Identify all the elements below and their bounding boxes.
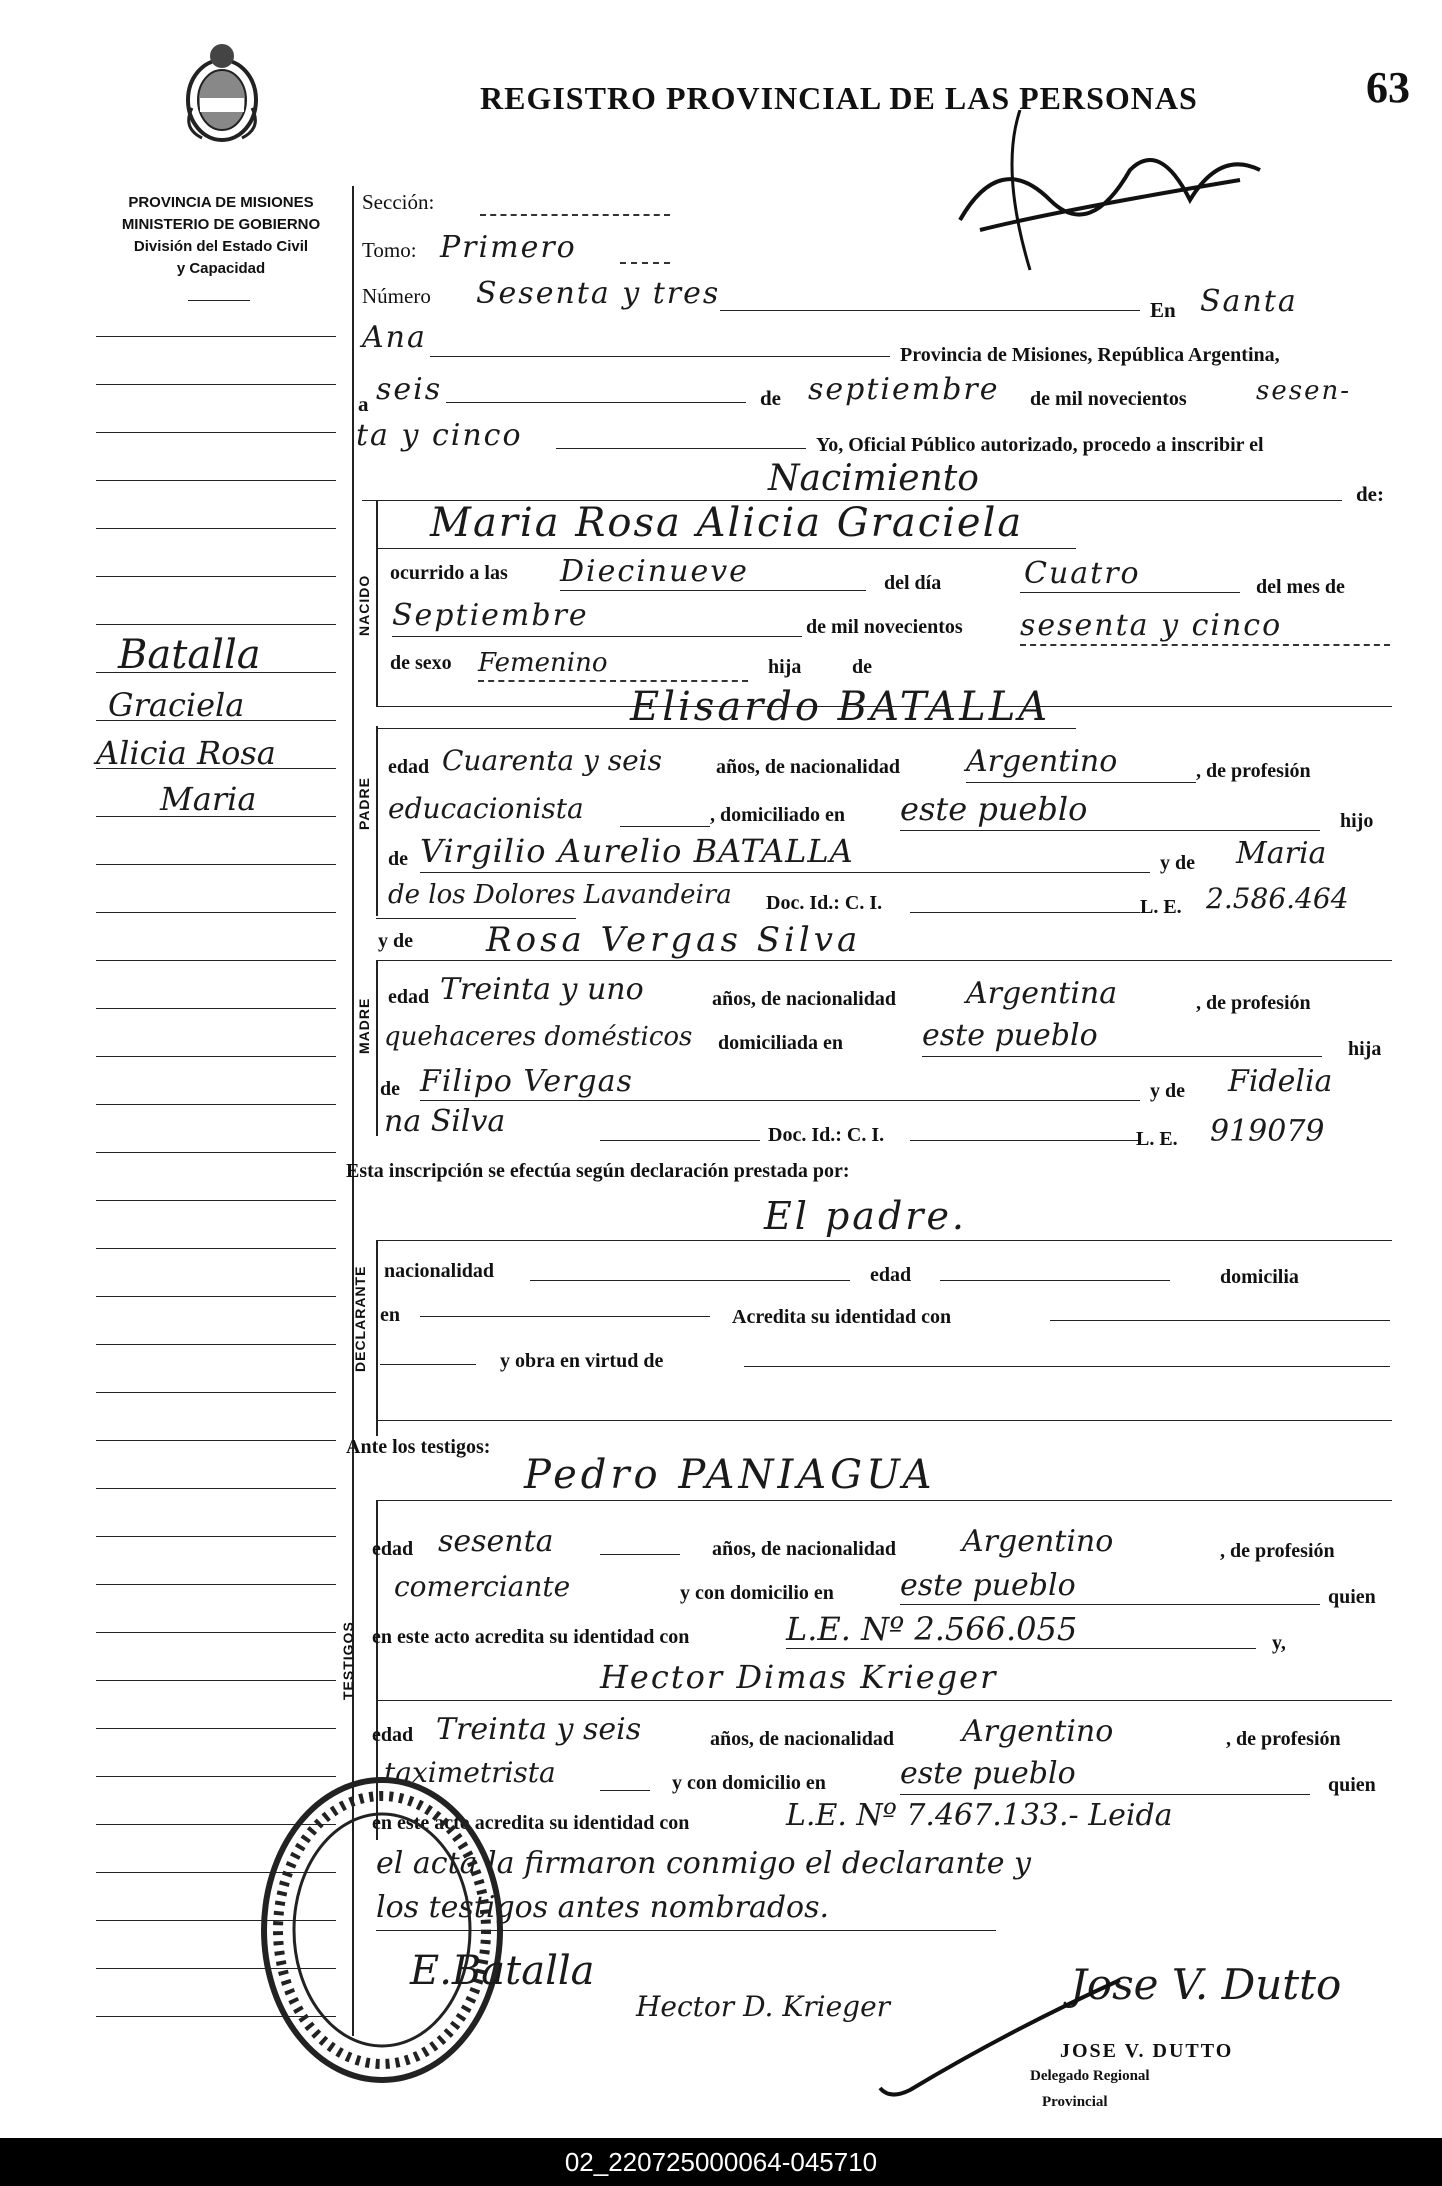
- declarant-signature: E.Batalla: [410, 1948, 595, 1994]
- padre-side-label: PADRE: [356, 777, 372, 830]
- t1-edad: sesenta: [438, 1524, 554, 1559]
- decl-nac-line: [530, 1280, 850, 1281]
- madre-y-de-label-2: y de: [1150, 1080, 1185, 1102]
- page-number: 63: [1366, 63, 1410, 112]
- en-value-cont: Ana: [362, 320, 427, 355]
- cierre-line-2: los testigos antes nombrados.: [376, 1890, 830, 1925]
- madre-y-de-label: y de: [378, 930, 413, 952]
- padre-prof-label: , de profesión: [1196, 760, 1311, 782]
- padre-doc-label: Doc. Id.: C. I.: [766, 892, 883, 914]
- t1-prof-label: , de profesión: [1220, 1540, 1335, 1562]
- anio-nac-value: sesenta y cinco: [1020, 608, 1283, 643]
- declaracion-value: El padre.: [764, 1194, 968, 1238]
- padre-padre: Virgilio Aurelio BATALLA: [420, 832, 854, 870]
- madre-side-label: MADRE: [356, 997, 372, 1054]
- margin-note-3: Alicia Rosa: [96, 734, 276, 772]
- testigo2-nombre-line: [376, 1700, 1392, 1701]
- mes-nac-line: [392, 636, 802, 637]
- t2-acredita-label: en este acto acredita su identidad con: [372, 1812, 690, 1834]
- mil-text: de mil novecientos: [1030, 388, 1187, 410]
- en-label: En: [1150, 298, 1176, 322]
- declarante-side-label: DECLARANTE: [352, 1265, 368, 1372]
- official-seal-icon: [252, 1770, 512, 2090]
- officer-signature: Jose V. Dutto: [1070, 1960, 1342, 2009]
- tomo-line: [620, 262, 670, 264]
- declarante-rule: [376, 1240, 378, 1436]
- agency-ministry: MINISTERIO DE GOBIERNO: [121, 216, 321, 233]
- localidad-line: [430, 356, 890, 357]
- decl-obra-line-a: [380, 1364, 476, 1365]
- witness-signature: Hector D. Krieger: [636, 1990, 891, 2023]
- officer-title-1: Delegado Regional: [1030, 2068, 1150, 2084]
- hija-label: hija: [768, 656, 802, 678]
- testigos-side-label: TESTIGOS: [340, 1621, 356, 1700]
- decl-domicilia-label: domicilia: [1220, 1266, 1299, 1288]
- agency-block: [96, 192, 346, 280]
- padre-de-label: de: [388, 848, 408, 870]
- t1-quien-label: quien: [1328, 1586, 1376, 1608]
- decl-obra-label: y obra en virtud de: [500, 1350, 664, 1372]
- margin-note-2: Graciela: [108, 686, 245, 724]
- de-label: de: [760, 386, 781, 410]
- t2-prof: taximetrista: [384, 1756, 556, 1789]
- sexo-line: [478, 680, 748, 682]
- agency-underline: [188, 300, 250, 301]
- madre-rule: [376, 960, 378, 1136]
- nombre-line: [376, 548, 1076, 549]
- registrar-signature-top: [940, 110, 1300, 280]
- anio-value-1: sesen-: [1256, 376, 1351, 406]
- agency-division: División del Estado Civil: [133, 238, 309, 255]
- anio-line: [556, 448, 806, 449]
- madre-doc-line: [910, 1140, 1140, 1141]
- padre-dom-label: , domiciliado en: [710, 804, 846, 826]
- t1-prof: comerciante: [394, 1570, 571, 1603]
- tomo-value: Primero: [440, 230, 577, 265]
- madre-prof: quehaceres domésticos: [384, 1022, 693, 1052]
- dia-nac-value: Cuatro: [1024, 556, 1141, 591]
- agency-capacity: y Capacidad: [176, 260, 266, 277]
- padre-le-label: L. E.: [1140, 896, 1182, 918]
- ocurrido-label: ocurrido a las: [390, 562, 508, 584]
- t1-acredita-label: en este acto acredita su identidad con: [372, 1626, 690, 1648]
- madre-dom: este pueblo: [922, 1018, 1098, 1053]
- nombre-value: Maria Rosa Alicia Graciela: [430, 500, 1024, 546]
- decl-nacionalidad-label: nacionalidad: [384, 1260, 495, 1282]
- madre-dom-line: [922, 1056, 1322, 1057]
- madre-edad: Treinta y uno: [440, 972, 644, 1007]
- margin-note-4: Maria: [160, 780, 257, 818]
- padre-doc-line: [910, 912, 1140, 913]
- del-mes-label: del mes de: [1256, 576, 1345, 598]
- de-hija-label: de: [852, 656, 872, 678]
- t1-dom-line: [900, 1604, 1320, 1605]
- dia-line: [446, 402, 746, 403]
- padre-hijo-label: hijo: [1340, 810, 1374, 832]
- padre-madre-1: Maria: [1236, 836, 1327, 871]
- t2-nac-label: años, de nacionalidad: [710, 1728, 894, 1750]
- seccion-label: Sección:: [362, 190, 435, 214]
- t2-dom-line: [900, 1794, 1310, 1795]
- padre-padre-line: [420, 872, 1150, 873]
- t1-dom: este pueblo: [900, 1568, 1076, 1603]
- madre-nac-label: años, de nacionalidad: [712, 988, 896, 1010]
- testigo1-nombre-line: [376, 1500, 1392, 1501]
- padre-dom: este pueblo: [900, 790, 1088, 828]
- padre-dom-line: [900, 830, 1320, 831]
- madre-nac: Argentina: [966, 976, 1118, 1011]
- testigo1-nombre: Pedro PANIAGUA: [524, 1452, 936, 1498]
- officer-name: JOSE V. DUTTO: [1060, 2040, 1234, 2062]
- ante-testigos-label: Ante los testigos:: [346, 1436, 491, 1458]
- nacido-side-label: NACIDO: [356, 574, 372, 636]
- numero-line: [720, 310, 1140, 311]
- padre-prof-line: [620, 826, 710, 827]
- madre-doc-line-a: [600, 1140, 760, 1141]
- decl-en-line: [420, 1316, 710, 1317]
- padre-rule: [376, 726, 378, 916]
- padre-nombre: Elisardo BATALLA: [630, 684, 1051, 730]
- decl-edad-line: [940, 1280, 1170, 1281]
- mil-nac-label: de mil novecientos: [806, 616, 963, 638]
- t2-dom-label: y con domicilio en: [672, 1772, 826, 1794]
- dia-nac-line: [1020, 592, 1240, 593]
- decl-bottom-line: [376, 1420, 1392, 1421]
- coat-of-arms-icon: [178, 38, 266, 146]
- t1-doc-line: [786, 1648, 1256, 1649]
- padre-edad-label: edad: [388, 756, 430, 778]
- nacido-rule: [376, 500, 378, 706]
- numero-value: Sesenta y tres: [476, 276, 721, 311]
- padre-nac-line: [966, 782, 1196, 783]
- del-dia-label: del día: [884, 572, 942, 594]
- t2-prof-line: [600, 1790, 650, 1791]
- en-value: Santa: [1200, 284, 1298, 319]
- seccion-line: [480, 214, 670, 216]
- t1-y-label: y,: [1272, 1632, 1286, 1654]
- t2-edad-label: edad: [372, 1724, 414, 1746]
- madre-padre: Filipo Vergas: [420, 1064, 633, 1099]
- padre-le: 2.586.464: [1206, 882, 1349, 915]
- numero-label: Número: [362, 284, 431, 308]
- madre-nombre: Rosa Vergas Silva: [486, 920, 862, 960]
- declaracion-line: [376, 1240, 1392, 1241]
- t2-dom: este pueblo: [900, 1756, 1076, 1791]
- madre-madre-1: Fidelia: [1228, 1064, 1333, 1099]
- mes-value: septiembre: [808, 372, 1000, 407]
- de-colon: de:: [1356, 482, 1384, 506]
- margin-note-1: Batalla: [118, 632, 261, 678]
- main-column-rule: [352, 186, 354, 2036]
- t1-edad-line: [600, 1554, 680, 1555]
- madre-prof-label: , de profesión: [1196, 992, 1311, 1014]
- madre-le-label: L. E.: [1136, 1128, 1178, 1150]
- madre-dom-label: domiciliada en: [718, 1032, 844, 1054]
- decl-en-label: en: [380, 1304, 400, 1326]
- madre-hija-label: hija: [1348, 1038, 1382, 1060]
- provincia-text: Provincia de Misiones, República Argentina,: [900, 344, 1280, 366]
- sexo-label: de sexo: [390, 652, 452, 674]
- t2-edad: Treinta y seis: [436, 1712, 642, 1747]
- madre-de-label: de: [380, 1078, 400, 1100]
- declaracion-text: Esta inscripción se efectúa según declaración prestada por:: [346, 1160, 850, 1182]
- testigo2-nombre: Hector Dimas Krieger: [600, 1658, 998, 1696]
- t1-doc: L.E. Nº 2.566.055: [786, 1610, 1078, 1648]
- padre-prof: educacionista: [388, 792, 584, 825]
- cierre-line-1: el acta la firmaron conmigo el declarante y: [376, 1846, 1032, 1881]
- officer-title-2: Provincial: [1042, 2094, 1108, 2110]
- decl-obra-line: [744, 1366, 1390, 1367]
- decl-acredita-label: Acredita su identidad con: [732, 1306, 952, 1328]
- acto-value: Nacimiento: [768, 458, 979, 499]
- madre-nombre-line: [376, 960, 1392, 961]
- hora-line: [560, 590, 866, 591]
- t2-doc: L.E. Nº 7.467.133.- Leida: [786, 1798, 1173, 1833]
- padre-nac: Argentino: [966, 744, 1118, 779]
- madre-padre-line: [420, 1100, 1140, 1101]
- t1-edad-label: edad: [372, 1538, 414, 1560]
- anio-nac-line: [1020, 644, 1390, 646]
- padre-nac-label: años, de nacionalidad: [716, 756, 900, 778]
- madre-doc-label: Doc. Id.: C. I.: [768, 1124, 885, 1146]
- t1-nac: Argentino: [962, 1524, 1114, 1559]
- decl-acredita-line: [1050, 1320, 1390, 1321]
- dia-value: seis: [376, 372, 443, 407]
- madre-madre-2: na Silva: [384, 1104, 506, 1139]
- a-label: a: [358, 392, 369, 416]
- t1-dom-label: y con domicilio en: [680, 1582, 834, 1604]
- mes-nac-value: Septiembre: [392, 598, 589, 633]
- padre-y-de-label: y de: [1160, 852, 1195, 874]
- madre-top-line: [376, 918, 576, 919]
- tomo-label: Tomo:: [362, 238, 417, 262]
- anio-value-2: ta y cinco: [356, 418, 523, 453]
- t2-quien-label: quien: [1328, 1774, 1376, 1796]
- oficial-text: Yo, Oficial Público autorizado, procedo a inscribir el: [816, 434, 1264, 456]
- t2-nac: Argentino: [962, 1714, 1114, 1749]
- madre-le: 919079: [1210, 1114, 1325, 1149]
- document-title: REGISTRO PROVINCIAL DE LAS PERSONAS: [480, 80, 1198, 116]
- agency-province: PROVINCIA DE MISIONES: [128, 194, 314, 211]
- padre-edad: Cuarenta y seis: [442, 744, 662, 777]
- padre-nombre-line: [376, 728, 1076, 729]
- t2-prof-label: , de profesión: [1226, 1728, 1341, 1750]
- document-id-footer: 02_220725000064-045710: [0, 2138, 1442, 2186]
- t1-nac-label: años, de nacionalidad: [712, 1538, 896, 1560]
- hora-value: Diecinueve: [560, 554, 749, 589]
- sexo-value: Femenino: [478, 648, 608, 678]
- padre-madre-2: de los Dolores Lavandeira: [388, 880, 732, 910]
- decl-edad-label: edad: [870, 1264, 912, 1286]
- madre-edad-label: edad: [388, 986, 430, 1008]
